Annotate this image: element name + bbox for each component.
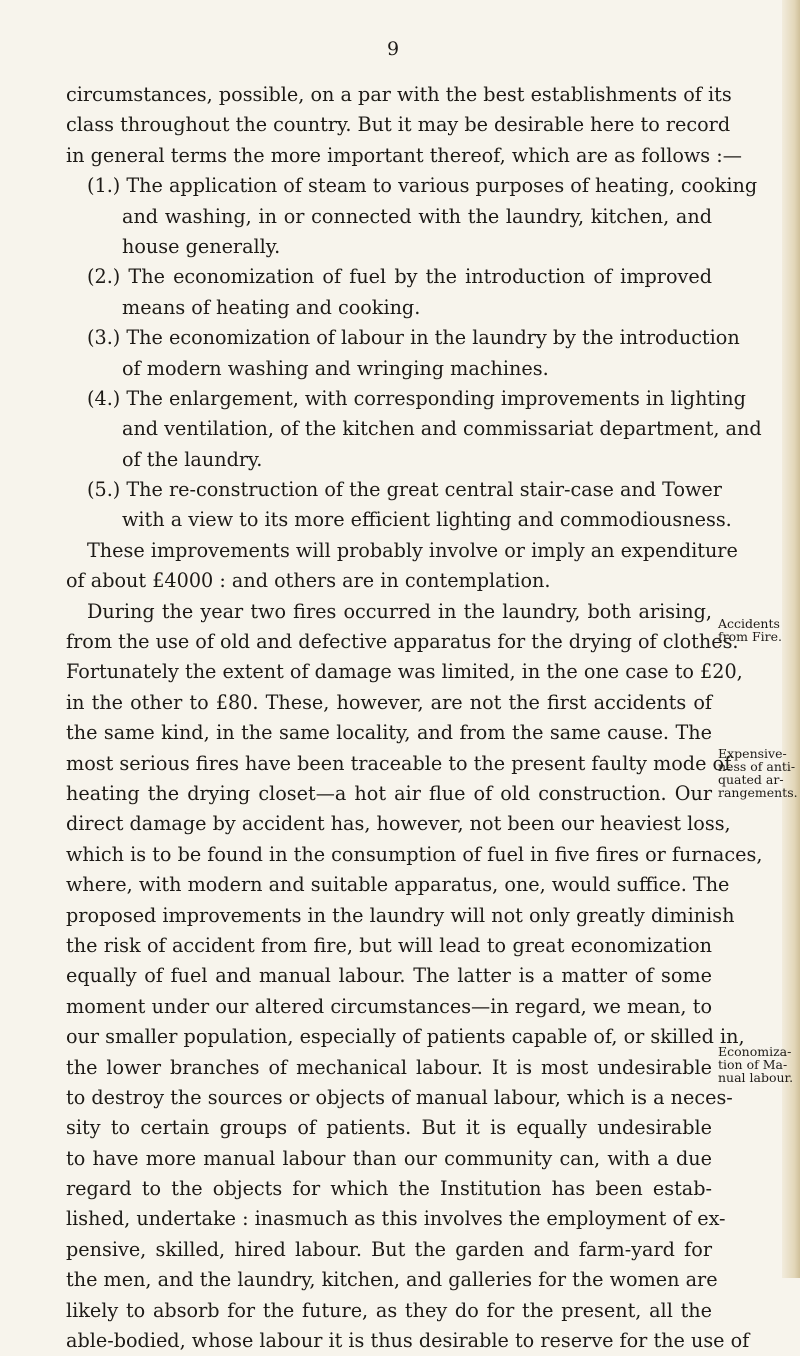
text-line-content: means of heating and cooking. [122,295,421,319]
text-line [66,597,786,627]
text-line-content: class throughout the country. But it may be desirable here to record [66,113,731,137]
text-line [66,110,786,140]
text-line [66,1113,786,1143]
text-line [66,1053,786,1083]
text-line-content: with a view to its more efficient lighting and commodiousness. [122,508,732,532]
text-line-content: (1.) The application of steam to various purposes of heating, cooking [87,174,758,198]
text-line-content: most serious fires have been traceable to the present faulty mode of [66,751,732,775]
text-line [66,657,786,687]
body-text [66,80,786,1356]
text-line-content: and washing, in or connected with the laundry, kitchen, and [122,204,712,228]
text-line-content: (2.) The economization of fuel by the introduction of improved [87,265,712,289]
text-line [66,384,786,414]
text-line [66,1174,786,1204]
text-line-content: the same kind, in the same locality, and from the same cause. The [66,721,712,745]
text-line [66,445,786,475]
text-line [66,779,786,809]
text-line-content: (4.) The enlargement, with corresponding improvements in lighting [87,386,746,410]
text-line-content: and ventilation, of the kitchen and commissariat department, and [122,417,762,441]
text-line [66,505,786,535]
text-line-content: able-bodied, whose labour it is thus desirable to reserve for the use of [66,1329,750,1353]
text-line [66,1204,786,1234]
text-line [66,870,786,900]
text-line-content: the risk of accident from fire, but will lead to great economization [66,933,712,957]
margin-note-economization: Economiza-tion of Ma-nual labour. [718,1044,794,1085]
text-line [66,718,786,748]
margin-note-expensiveness: Expensive-ness of anti-quated ar-rangements. [718,746,798,800]
text-line-content: to have more manual labour than our community can, with a due [66,1146,712,1170]
text-line-content: to destroy the sources or objects of manual labour, which is a neces- [66,1085,733,1109]
text-line [66,688,786,718]
page-number: 9 [387,38,400,60]
text-line [66,809,786,839]
text-line-content: During the year two fires occurred in the laundry, both arising, [87,599,712,623]
text-line [66,1265,786,1295]
text-line-content: our smaller population, especially of patients capable of, or skilled in, [66,1025,745,1049]
text-line [66,931,786,961]
text-line-content: regard to the objects for which the Institution has been estab- [66,1177,712,1201]
text-line [66,1326,786,1356]
text-line [66,202,786,232]
text-line-content: from the use of old and defective apparatus for the drying of clothes. [66,630,739,654]
text-line [66,323,786,353]
text-line-content: in general terms the more important thereof, which are as follows :— [66,143,742,167]
text-line [66,171,786,201]
text-line [66,414,786,444]
text-line [66,354,786,384]
text-line-content: house generally. [122,234,281,258]
text-line [66,901,786,931]
text-line-content: which is to be found in the consumption of fuel in five fires or furnaces, [66,842,763,866]
text-line [66,627,786,657]
text-line [66,1144,786,1174]
text-line-content: sity to certain groups of patients. But it is equally undesirable [66,1116,712,1140]
text-line [66,1235,786,1265]
text-line-content: Fortunately the extent of damage was limited, in the one case to £20, [66,660,743,684]
text-line-content: These improvements will probably involve or imply an expenditure [87,538,738,562]
text-line [66,749,786,779]
text-line [66,1083,786,1113]
text-line-content: likely to absorb for the future, as they do for the present, all the [66,1298,712,1322]
text-line-content: (5.) The re-construction of the great central stair-case and Tower [87,478,722,502]
text-line-content: direct damage by accident has, however, not been our heaviest loss, [66,812,731,836]
text-line-content: of the laundry. [122,447,263,471]
text-line [66,840,786,870]
margin-note-accidents: Accidents from Fire. [718,616,782,644]
text-line-content: where, with modern and suitable apparatus, one, would suffice. The [66,873,730,897]
text-line-content: of about £4000 : and others are in contemplation. [66,569,551,593]
text-line-content: moment under our altered circumstances—in regard, we mean, to [66,994,712,1018]
text-line-content: circumstances, possible, on a par with the best establishments of its [66,83,732,106]
text-line-content: (3.) The economization of labour in the laundry by the introduction [87,326,740,350]
text-line-content: in the other to £80. These, however, are not the first accidents of [66,690,712,714]
text-line [66,232,786,262]
text-line-content: proposed improvements in the laundry will not only greatly diminish [66,903,735,927]
text-line-content: lished, undertake : inasmuch as this involves the employment of ex- [66,1207,726,1231]
text-line-content: the lower branches of mechanical labour. It is most undesirable [66,1055,712,1079]
text-line [66,80,786,110]
text-line [66,1022,786,1052]
text-line-content: of modern washing and wringing machines. [122,356,549,380]
text-line [66,262,786,292]
text-line [66,1296,786,1326]
text-line-content: equally of fuel and manual labour. The latter is a matter of some [66,964,712,988]
text-line [66,536,786,566]
text-line-content: pensive, skilled, hired labour. But the garden and farm-yard for [66,1237,712,1261]
text-line [66,992,786,1022]
text-line [66,566,786,596]
text-line-content: heating the drying closet—a hot air flue of old construction. Our [66,781,712,805]
text-line [66,141,786,171]
text-line [66,293,786,323]
text-line-content: the men, and the laundry, kitchen, and galleries for the women are [66,1268,718,1292]
text-line [66,475,786,505]
text-line [66,961,786,991]
